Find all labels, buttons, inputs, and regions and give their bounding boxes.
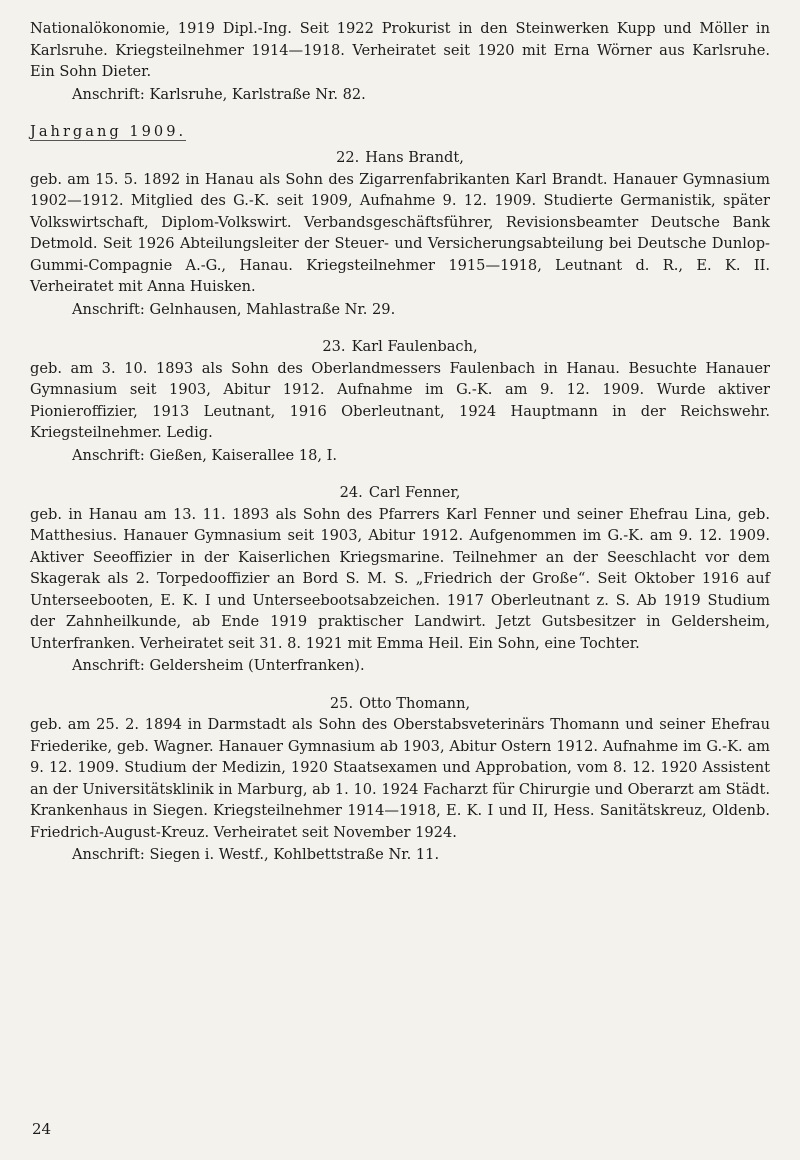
intro-text: Nationalökonomie, 1919 Dipl.-Ing. Seit 1922 Prokurist in den Steinwerken Kupp und Möller in Karlsruhe. Kriegsteilnehmer 1914—1918. Verheiratet seit 1920 mit Erna Wörner aus Karlsruhe. Ein Sohn Dieter. [30,20,770,80]
entry-23 [30,336,770,466]
entry-25 [30,693,770,866]
entry-name: Hans Brandt, [365,149,464,166]
entry-text: geb. am 15. 5. 1892 in Hanau als Sohn des Zigarrenfabrikanten Karl Brandt. Hanauer Gymnasium 1902—1912. Mitglied des G.-K. seit 1909, Aufnahme 9. 12. 1909. Studierte Germanistik, später Volkswirtschaft, Diplom-Volkswirt. Verbandsgeschäftsführer, Revisionsbeamter Deutsche Bank Detmold. Seit 1926 Abteilungsleiter der Steuer- und Versicherungsabteilung bei Deutsche Dunlop-Gummi-Compagnie A.-G., Hanau. Kriegsteilnehmer 1915—1918, Leutnant d. R., E. K. II. Verheiratet mit Anna Huisken. [30,170,770,295]
entry-heading [30,482,770,504]
entry-name: Otto Thomann, [359,694,471,712]
entry-name: Karl Faulenbach, [351,338,478,355]
entry-number: 24. [339,484,363,501]
page-number: 24 [32,1120,52,1138]
intro-address: Anschrift: Karlsruhe, Karlstraße Nr. 82. [72,85,366,103]
entry-address: Anschrift: Gelnhausen, Mahlastraße Nr. 29. [72,300,396,318]
entry-number: 25. [329,694,354,712]
entry-heading [30,336,770,358]
year-heading: Jahrgang 1909. [30,123,187,140]
entry-text: geb. am 25. 2. 1894 in Darmstadt als Sohn des Oberstabsveterinärs Thomann und seiner Ehefrau Friederike, geb. Wagner. Hanauer Gymnasium ab 1903, Abitur Ostern 1912. Aufnahme im G.-K. am 9. 12. 1909. Studium der Medizin, 1920 Staatsexamen und Approbation, vom 8. 12. 1920 Assistent an der Universitätsklinik in Marburg, ab 1. 10. 1924 Facharzt für Chirurgie und Oberarzt am Städt. Krankenhaus in Siegen. Kriegsteilnehmer 1914—1918, E. K. I und II, Hess. Sanitätskreuz, Oldenb. Friedrich-August-Kreuz. Verheiratet seit November 1924. [30,716,770,841]
intro-block [30,18,770,105]
entry-number: 23. [322,338,346,355]
entry-name: Carl Fenner, [368,484,461,501]
entry-text: geb. am 3. 10. 1893 als Sohn des Oberlandmessers Faulenbach in Hanau. Besuchte Hanauer Gymnasium seit 1903, Abitur 1912. Aufnahme im G.-K. am 9. 12. 1909. Wurde aktiver Pionieroffizier, 1913 Leutnant, 1916 Oberleutnant, 1924 Hauptmann in der Reichswehr. Kriegsteilnehmer. Ledig. [30,359,770,441]
entry-22 [30,147,770,320]
entry-text: geb. in Hanau am 13. 11. 1893 als Sohn des Pfarrers Karl Fenner und seiner Ehefrau Lina, geb. Matthesius. Hanauer Gymnasium seit 1903, Abitur 1912. Aufgenommen im G.-K. am 9. 12. 1909. Aktiver Seeoffizier in der Kaiserlichen Kriegsmarine. Teilnehmer an der Seeschlacht vor dem Skagerak als 2. Torpedooffizier an Bord S. M. S. „Friedrich der Große“. Seit Oktober 1916 auf Unterseebooten, E. K. I und Unterseebootsabzeichen. 1917 Oberleutnant z. S. Ab 1919 Studium der Zahnheilkunde, ab Ende 1919 praktischer Landwirt. Jetzt Gutsbesitzer in Geldersheim, Unterfranken. Verheiratet seit 31. 8. 1921 mit Emma Heil. Ein Sohn, eine Tochter. [30,505,770,652]
entry-heading [30,147,770,169]
entry-heading [30,693,770,715]
entry-24 [30,482,770,677]
entry-number: 22. [336,149,360,166]
entry-address: Anschrift: Geldersheim (Unterfranken). [72,657,365,674]
entry-address: Anschrift: Gießen, Kaiserallee 18, I. [72,446,338,464]
entry-address: Anschrift: Siegen i. Westf., Kohlbettstraße Nr. 11. [72,846,440,863]
